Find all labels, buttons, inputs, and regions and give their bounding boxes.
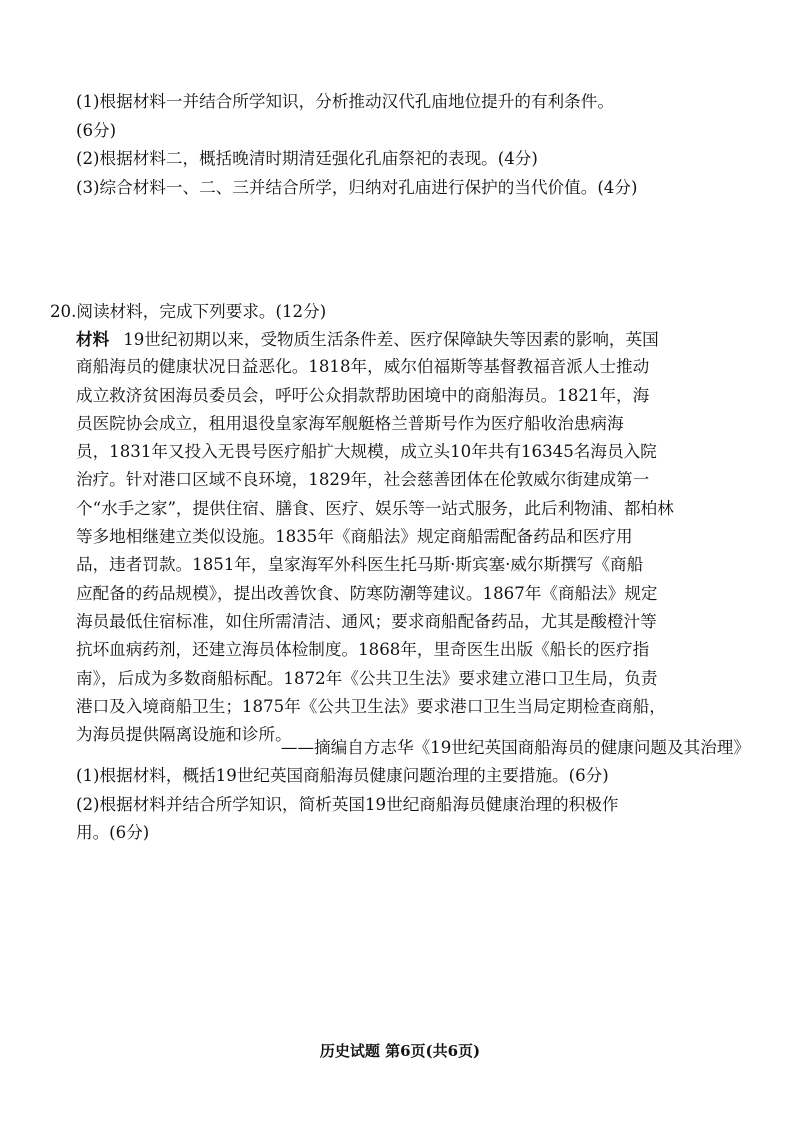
material-line: 为海员提供隔离设施和诊所。 [76,725,292,745]
sub-question-2-cont: 用。(6分) [76,823,150,843]
material-line: 商船海员的健康状况日益恶化。1818年，威尔伯福斯等基督教福音派人士推动 [76,357,650,377]
prev-question-3: (3)综合材料一、二、三并结合所学，归纳对孔庙进行保护的当代价值。(4分) [76,177,638,197]
material-line: 成立救济贫困海员委员会，呼吁公众捐款帮助困境中的商船海员。1821年，海 [76,385,650,405]
material-line: 港口及入境商船卫生；1875年《公共卫生法》要求港口卫生当局定期检查商船， [76,696,666,716]
prev-question-1: (1)根据材料一并结合所学知识，分析推动汉代孔庙地位提升的有利条件。 [76,92,614,111]
material-label: 材料 [76,329,110,349]
material-line: 等多地相继建立类似设施。1835年《商船法》规定商船需配备药品和医疗用 [76,527,633,547]
material-line: 抗坏血病药剂，还建立海员体检制度。1868年，里奇医生出版《船长的医疗指 [76,640,650,660]
material-line: 应配备的药品规模》，提出改善饮食、防寒防潮等建议。1867年《商船法》规定 [76,583,658,603]
material-line: 海员最低住宿标准，如住所需清洁、通风；要求商船配备药品，尤其是酸橙汁等 [76,611,657,631]
sub-question-2: (2)根据材料并结合所学知识，简析英国19世纪商船海员健康治理的积极作 [76,794,619,814]
prev-question-1-score: (6分) [76,120,117,140]
material-line [76,325,674,353]
material-line: 南》，后成为多数商船标配。1872年《公共卫生法》要求建立港口卫生局，负责 [76,668,658,688]
question-20-material [76,325,674,749]
material-line: 个“水手之家”，提供住宿、膳食、医疗、娱乐等一站式服务，此后利物浦、都柏林 [76,498,674,518]
sub-question-1: (1)根据材料，概括19世纪英国商船海员健康问题治理的主要措施。(6分) [76,766,609,785]
question-20-heading: 20.阅读材料，完成下列要求。(12分) [50,302,327,321]
material-line: 员医院协会成立，租用退役皇家海军舰艇格兰普斯号作为医疗船收治患病海 [76,413,624,433]
prev-question-2: (2)根据材料二，概括晚清时期清廷强化孔庙祭祀的表现。(4分) [76,149,538,169]
material-line-text: 19世纪初期以来，受物质生活条件差、医疗保障缺失等因素的影响，英国 [123,330,659,349]
page-footer: 历史试题 第6页(共6页) [319,1042,481,1060]
material-source: ——摘编自方志华《19世纪英国商船海员的健康问题及其治理》 [280,738,750,757]
question-20-sub-questions [76,762,618,848]
material-line: 治疗。针对港口区域不良环境，1829年，社会慈善团体在伦敦威尔街建成第一 [76,470,650,490]
previous-questions [76,88,637,202]
material-line: 品，违者罚款。1851年，皇家海军外科医生托马斯·斯宾塞·威尔斯撰写《商船 [76,555,644,575]
material-line: 员，1831年又投入无畏号医疗船扩大规模，成立头10年共有16345名海员入院 [76,442,657,462]
